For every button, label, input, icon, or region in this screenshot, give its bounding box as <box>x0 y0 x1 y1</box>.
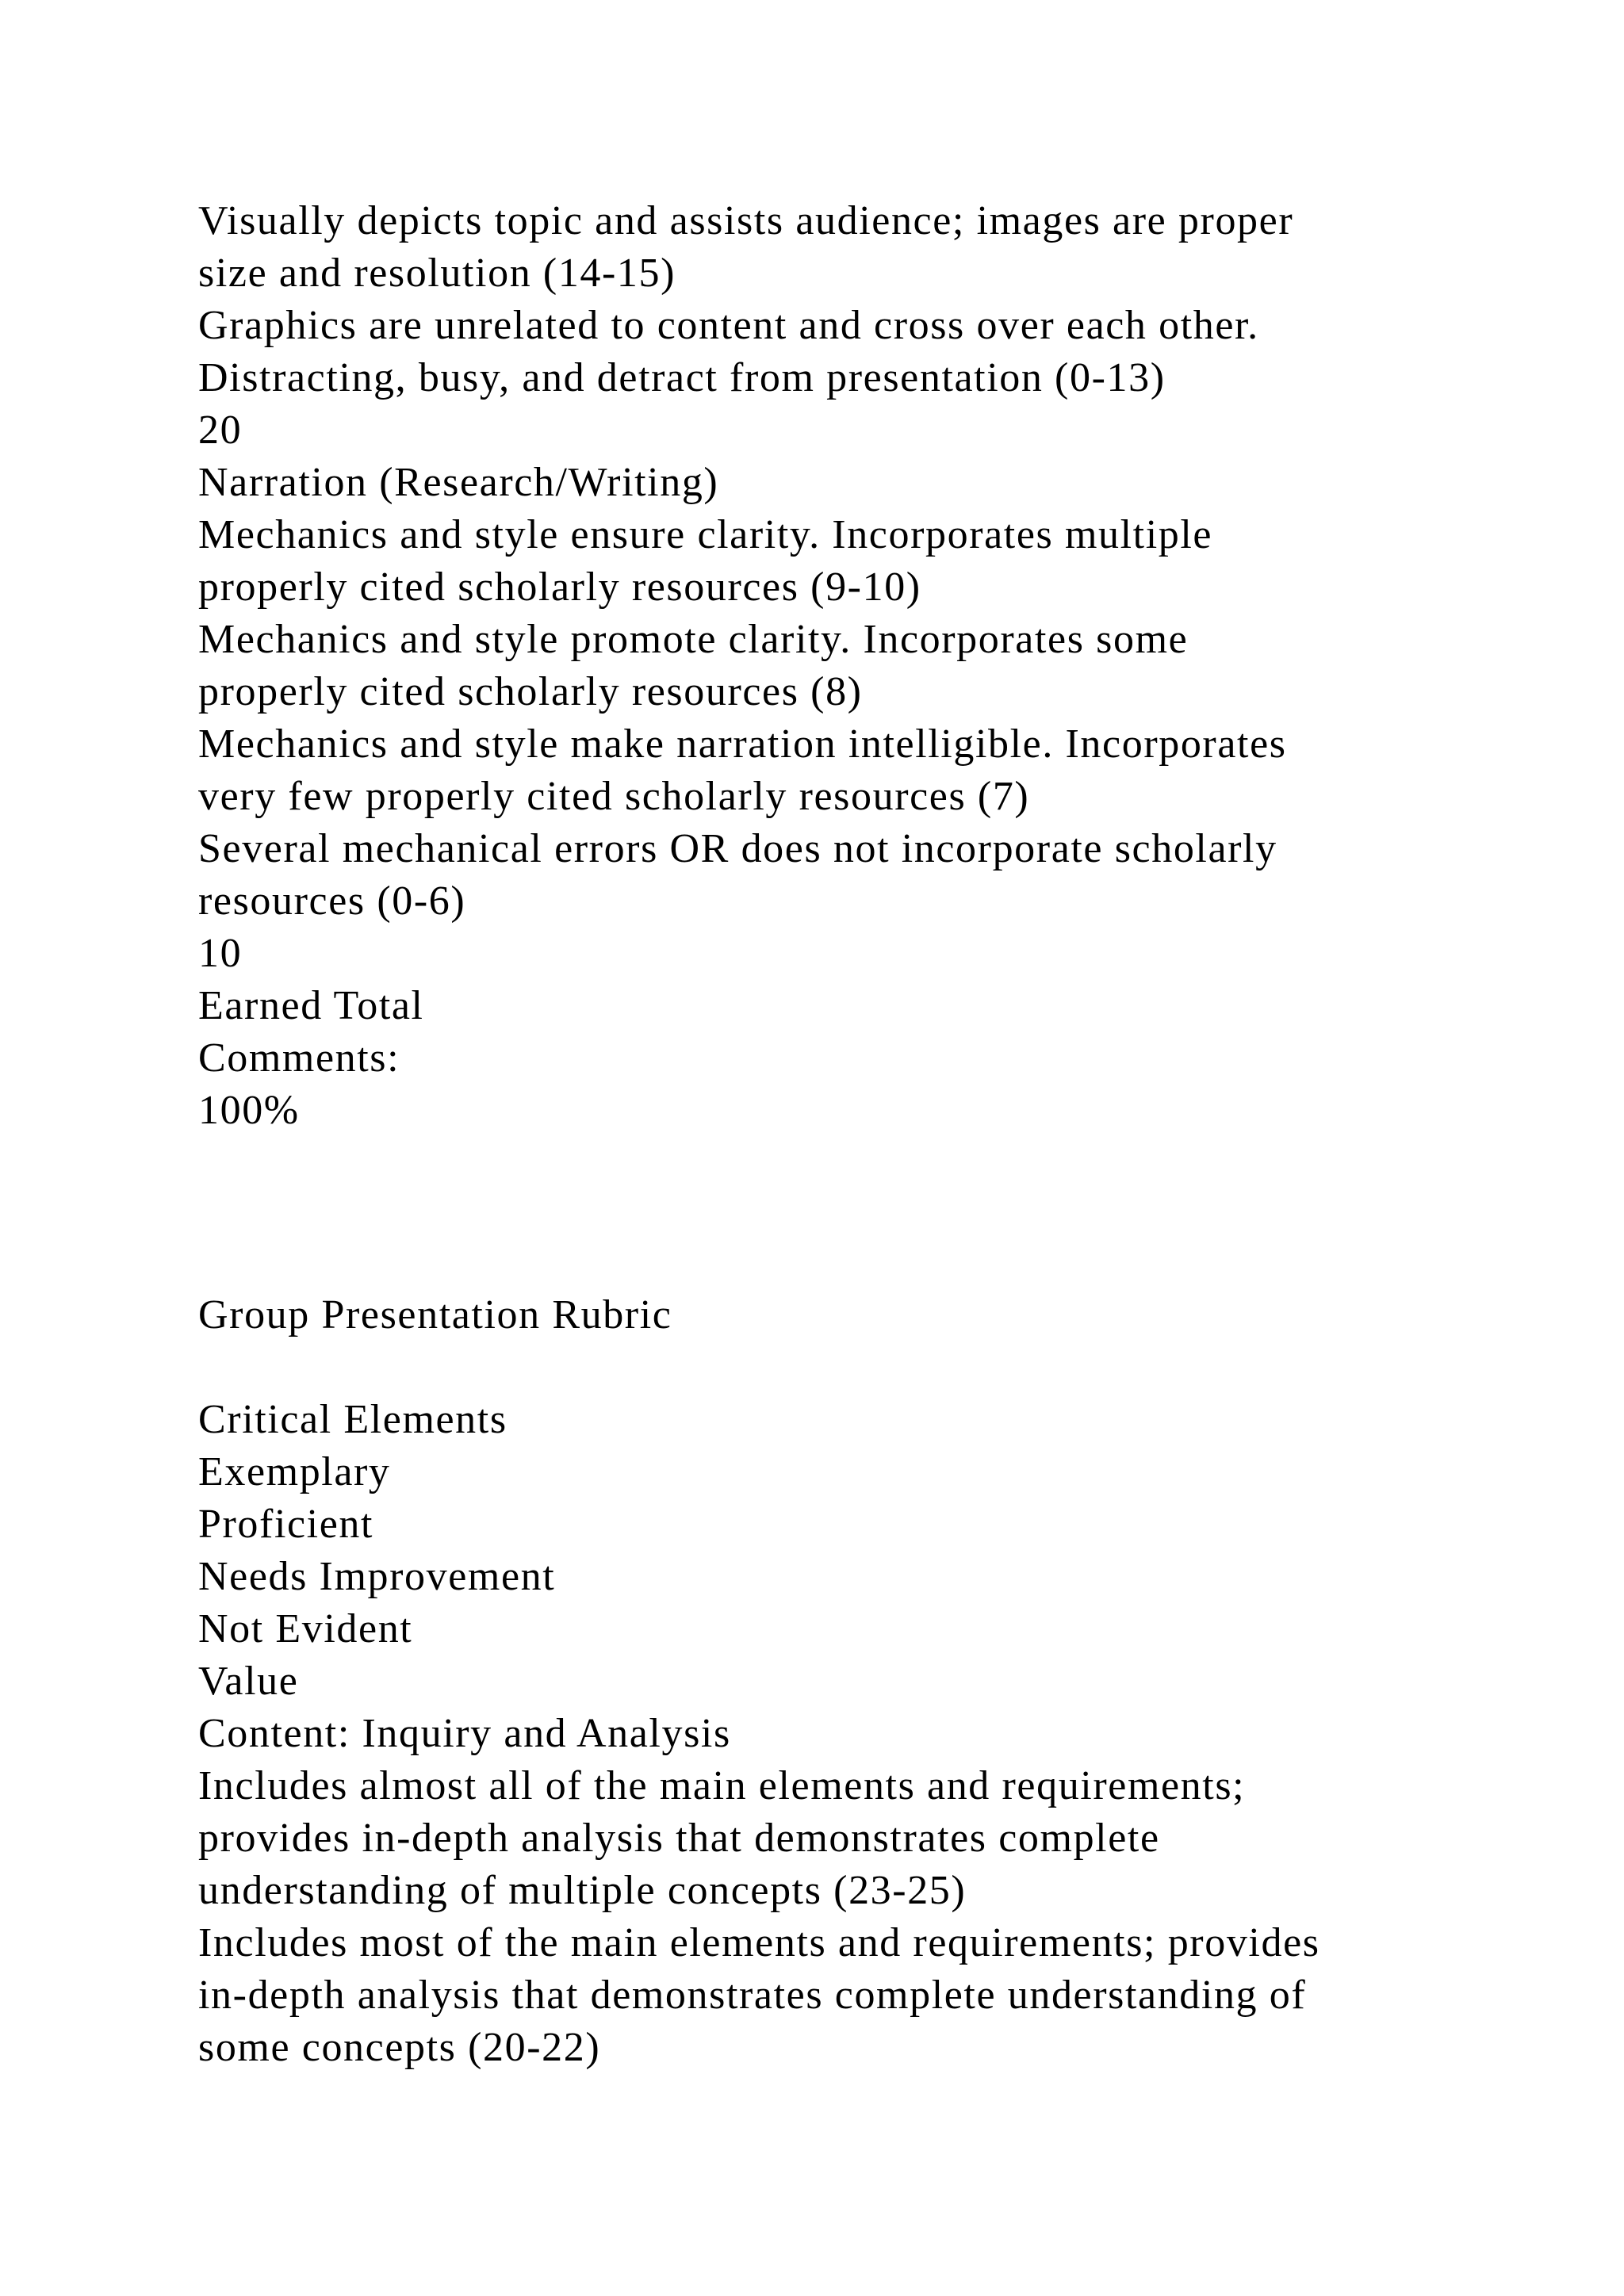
text-line: resources (0-6) <box>198 878 466 924</box>
text-line: provides in-depth analysis that demonstrates complete <box>198 1816 1160 1861</box>
text-line: Earned Total <box>198 983 424 1028</box>
text-line: Comments: <box>198 1035 400 1081</box>
text-line: 100% <box>198 1088 300 1133</box>
text-line: Exemplary <box>198 1449 391 1494</box>
text-line: Needs Improvement <box>198 1554 556 1599</box>
text-line: Narration (Research/Writing) <box>198 460 719 505</box>
text-line: Mechanics and style make narration intelligible. Incorporates <box>198 721 1287 767</box>
text-line: properly cited scholarly resources (8) <box>198 669 863 714</box>
text-line: Includes almost all of the main elements and requirements; <box>198 1763 1246 1808</box>
rubric-continuation-text <box>198 195 1499 1137</box>
text-line: Critical Elements <box>198 1397 508 1442</box>
text-line: Proficient <box>198 1502 374 1547</box>
text-line: properly cited scholarly resources (9-10) <box>198 564 921 610</box>
text-line: Mechanics and style promote clarity. Incorporates some <box>198 617 1189 662</box>
text-line: Value <box>198 1659 299 1704</box>
rubric-title <box>198 1289 1499 1341</box>
text-line: Mechanics and style ensure clarity. Incorporates multiple <box>198 512 1213 557</box>
rubric-table-text <box>198 1394 1499 2074</box>
rubric-title-text: Group Presentation Rubric <box>198 1292 672 1337</box>
text-line: very few properly cited scholarly resources (7) <box>198 774 1030 819</box>
text-line: size and resolution (14-15) <box>198 251 676 296</box>
text-line: 10 <box>198 931 243 976</box>
text-line: Several mechanical errors OR does not incorporate scholarly <box>198 826 1277 871</box>
text-line: 20 <box>198 408 243 453</box>
text-line: Visually depicts topic and assists audience; images are proper <box>198 198 1294 243</box>
text-line: in-depth analysis that demonstrates complete understanding of <box>198 1973 1307 2018</box>
text-line: Graphics are unrelated to content and cross over each other. <box>198 303 1259 348</box>
text-line: some concepts (20-22) <box>198 2025 601 2070</box>
text-line: Includes most of the main elements and requirements; provides <box>198 1920 1320 1965</box>
text-line: understanding of multiple concepts (23-25) <box>198 1868 967 1913</box>
text-line: Distracting, busy, and detract from presentation (0-13) <box>198 355 1166 400</box>
text-line: Not Evident <box>198 1606 413 1651</box>
text-line: Content: Inquiry and Analysis <box>198 1711 731 1756</box>
